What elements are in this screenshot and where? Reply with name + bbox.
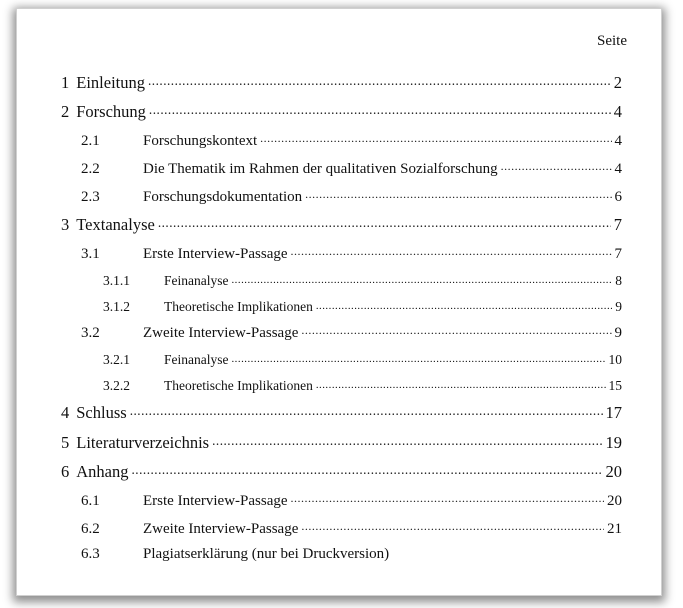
toc-entry-page: 2: [613, 72, 622, 92]
toc-entry-page: 10: [608, 351, 622, 367]
toc-entry-number: 3.1: [81, 246, 100, 262]
toc-entry-number: 1: [61, 72, 70, 92]
toc-entry-title: Die Thematik im Rahmen der qualitativen Sozialforschung: [143, 161, 498, 177]
toc-entry-title: Anhang: [76, 461, 129, 481]
toc-entry-6[interactable]: [61, 460, 622, 482]
toc-entry-number: 3.2: [81, 325, 100, 341]
toc-dot-leader: [316, 297, 612, 311]
toc-entry-number: 2.1: [81, 133, 100, 149]
toc-entry-page: 20: [605, 461, 622, 481]
toc-entry-page: 4: [614, 133, 622, 149]
toc-entry-page: 8: [615, 272, 622, 288]
toc-entry-page: 9: [615, 298, 622, 314]
toc-entry-page: 15: [608, 377, 622, 393]
toc-entry-number: 4: [61, 402, 70, 422]
toc-dot-leader: [316, 376, 606, 390]
toc-entry-number: 2.2: [81, 161, 100, 177]
toc-entry-3[interactable]: [61, 213, 622, 235]
toc-dot-leader: [231, 350, 605, 364]
toc-entry-number: 6.3: [81, 546, 100, 562]
document-page: [16, 8, 662, 596]
toc-dot-leader: [291, 243, 612, 258]
toc-entry-2-1[interactable]: [81, 130, 622, 150]
toc-entry-number: 2: [61, 101, 70, 121]
toc-entry-number: 3.1.1: [103, 272, 130, 288]
toc-entry-title: Plagiatserklärung (nur bei Druckversion): [143, 546, 390, 562]
toc-dot-leader: [301, 322, 611, 337]
toc-entry-3-2-1[interactable]: [103, 350, 622, 368]
toc-entry-6-3[interactable]: [81, 546, 622, 563]
toc-entry-number: 6.2: [81, 521, 100, 537]
toc-dot-leader: [212, 431, 602, 448]
toc-entry-title: Schluss: [76, 402, 127, 422]
toc-entry-title: Theoretische Implikationen: [164, 298, 313, 314]
toc-entry-3-2[interactable]: [81, 322, 622, 342]
toc-entry-title: Einleitung: [76, 72, 145, 92]
toc-entry-title: Textanalyse: [76, 214, 155, 234]
toc-dot-leader: [132, 460, 603, 477]
toc-entry-page: 9: [614, 325, 622, 341]
toc-dot-leader: [158, 213, 611, 230]
toc-entry-title: Zweite Interview-Passage: [143, 521, 299, 537]
toc-entry-page: 7: [614, 246, 622, 262]
toc-entry-number: 3.2.1: [103, 351, 130, 367]
toc-dot-leader: [301, 518, 604, 533]
toc-entry-title: Erste Interview-Passage: [143, 493, 288, 509]
toc-entry-3-1[interactable]: [81, 243, 622, 263]
toc-dot-leader: [260, 130, 611, 145]
toc-entry-5[interactable]: [61, 431, 622, 453]
toc-entry-1[interactable]: [61, 71, 622, 93]
toc-entry-title: Forschungskontext: [143, 133, 258, 149]
toc-entry-3-1-2[interactable]: [103, 297, 622, 315]
toc-dot-leader: [305, 186, 611, 201]
toc-entry-number: 3.2.2: [103, 377, 130, 393]
toc-entry-page: 17: [605, 402, 622, 422]
toc-entry-title: Forschungsdokumentation: [143, 189, 303, 205]
toc-entry-page: 4: [614, 161, 622, 177]
toc-entry-title: Theoretische Implikationen: [164, 377, 313, 393]
toc-entry-2-2[interactable]: [81, 158, 622, 178]
toc-entry-3-1-1[interactable]: [103, 271, 622, 289]
toc-entry-2[interactable]: [61, 100, 622, 122]
toc-entry-number: 6.1: [81, 493, 100, 509]
toc-entry-title: Feinanalyse: [164, 351, 229, 367]
toc-entry-6-2[interactable]: [81, 518, 622, 538]
toc-entry-page: 19: [605, 432, 622, 452]
toc-dot-leader: [501, 158, 612, 173]
toc-entry-number: 3: [61, 214, 70, 234]
toc-entry-number: 6: [61, 461, 70, 481]
toc-dot-leader: [148, 71, 611, 88]
toc-entry-title: Literaturverzeichnis: [76, 432, 210, 452]
toc-dot-leader: [291, 490, 604, 505]
toc-entry-3-2-2[interactable]: [103, 376, 622, 394]
toc-entry-page: 20: [607, 493, 622, 509]
toc-entry-page: 6: [614, 189, 622, 205]
toc-dot-leader: [231, 271, 612, 285]
toc-dot-leader: [130, 401, 603, 418]
toc-entry-title: Erste Interview-Passage: [143, 246, 288, 262]
toc-entry-number: 3.1.2: [103, 298, 130, 314]
toc-entry-number: 5: [61, 432, 70, 452]
page-column-header: Seite: [597, 33, 627, 49]
toc-entry-title: Zweite Interview-Passage: [143, 325, 299, 341]
toc-entry-number: 2.3: [81, 189, 100, 205]
toc-entry-page: 4: [613, 101, 622, 121]
toc-entry-page: 21: [607, 521, 622, 537]
toc-entry-4[interactable]: [61, 401, 622, 423]
toc-entry-2-3[interactable]: [81, 186, 622, 206]
toc-entry-6-1[interactable]: [81, 490, 622, 510]
toc-entry-title: Forschung: [76, 101, 146, 121]
toc-entry-page: 7: [613, 214, 622, 234]
toc-entry-title: Feinanalyse: [164, 272, 229, 288]
toc-dot-leader: [149, 100, 611, 117]
table-of-contents: [17, 9, 661, 595]
